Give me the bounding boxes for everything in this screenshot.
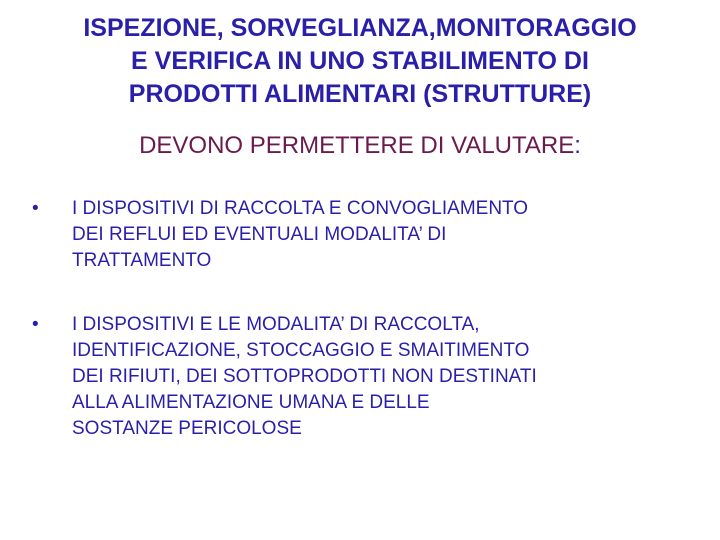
- bullet-marker: •: [32, 198, 39, 219]
- bullet-1-line-1: I DISPOSITIVI DI RACCOLTA E CONVOGLIAMENTO: [72, 198, 529, 219]
- title-line-3: PRODOTTI ALIMENTARI (STRUTTURE): [128, 80, 592, 108]
- bullet-1-line-2: DEI REFLUI ED EVENTUALI MODALITA’ DI: [72, 224, 447, 245]
- slide-subtitle: [20, 131, 700, 161]
- bullet-list: [32, 196, 692, 442]
- bullet-2-line-2: IDENTIFICAZIONE, STOCCAGGIO E SMAITIMENTO: [72, 340, 530, 361]
- title-line-2: E VERIFICA IN UNO STABILIMENTO DI: [131, 47, 589, 75]
- bullet-2-line-1: I DISPOSITIVI E LE MODALITA’ DI RACCOLTA,: [72, 314, 480, 335]
- bullet-marker: •: [32, 314, 39, 335]
- bullet-item-reflui: [32, 196, 692, 274]
- bullet-2-line-3: DEI RIFIUTI, DEI SOTTOPRODOTTI NON DESTINATI: [72, 366, 537, 387]
- bullet-2-line-5: SOSTANZE PERICOLOSE: [72, 418, 302, 439]
- bullet-item-rifiuti: [32, 312, 692, 442]
- title-line-1: ISPEZIONE, SORVEGLIANZA,MONITORAGGIO: [83, 14, 637, 42]
- slide-title: [20, 12, 700, 111]
- bullet-2-line-4: ALLA ALIMENTAZIONE UMANA E DELLE: [72, 392, 430, 413]
- bullet-1-line-3: TRATTAMENTO: [72, 250, 212, 271]
- subtitle-colon: :: [574, 132, 581, 159]
- subtitle-text: DEVONO PERMETTERE DI VALUTARE: [139, 132, 575, 159]
